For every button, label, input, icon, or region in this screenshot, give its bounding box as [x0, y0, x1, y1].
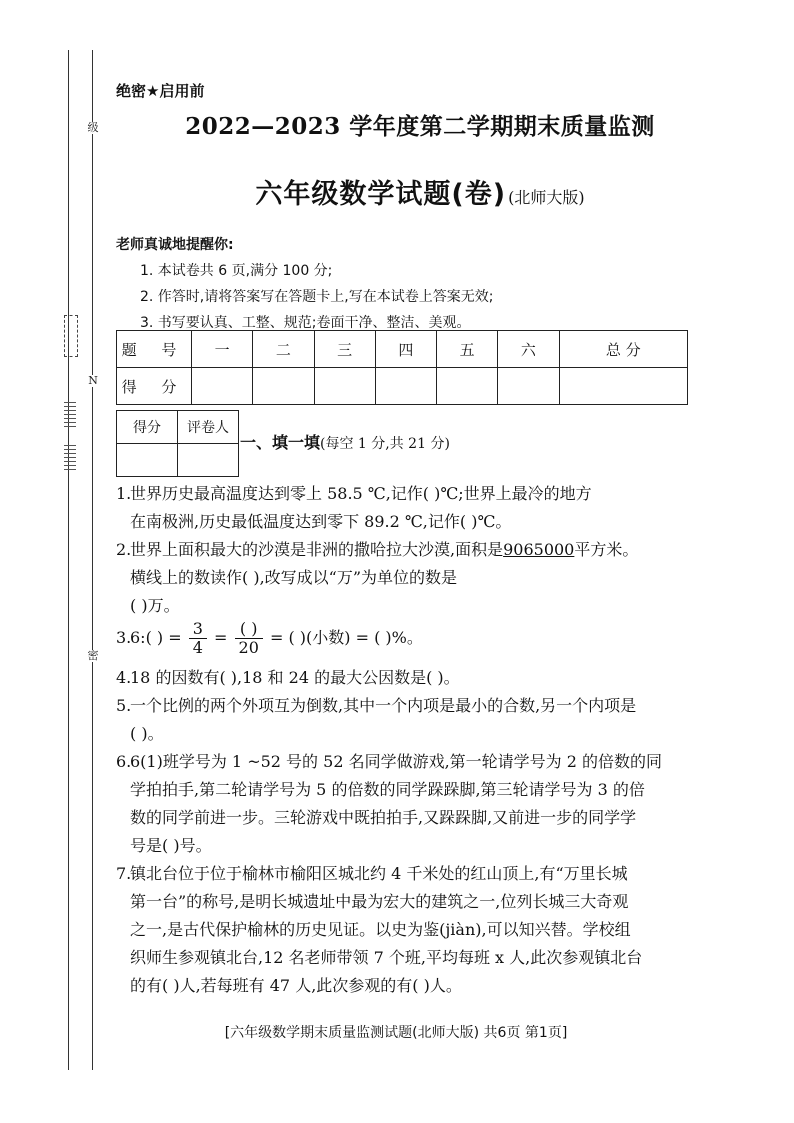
score-row-label: 得 分: [117, 368, 192, 405]
grader-score-cell: [117, 444, 178, 477]
question-number: 3.: [116, 628, 132, 647]
question-text: 之一,是古代保护榆林的历史见证。以史为鉴(jiàn),可以知兴替。学校组: [130, 920, 631, 939]
question-number: 6.: [116, 752, 132, 771]
question-number: 2.: [116, 540, 132, 559]
question-text: 一个比例的两个外项互为倒数,其中一个内项是最小的合数,另一个内项是: [130, 696, 637, 715]
page-footer: [六年级数学期末质量监测试题(北师大版) 共6页 第1页]: [224, 1025, 568, 1041]
score-header-cell: 二: [253, 331, 314, 368]
grader-reviewer-cell: [178, 444, 239, 477]
edition-label: (北师大版): [508, 188, 585, 207]
binding-mark-mid: N: [86, 375, 100, 387]
notice-block: [116, 232, 493, 336]
notice-item: 2. 作答时,请将答案写在答题卡上,写在本试卷上答案无效;: [140, 289, 494, 305]
question-text: 世界上面积最大的沙漠是非洲的撒哈拉大沙漠,面积是: [130, 540, 504, 559]
question-text: 的有( )人,若每班有 47 人,此次参观的有( )人。: [130, 976, 462, 995]
question-number: 4.: [116, 668, 132, 687]
fraction-three-quarters: [189, 620, 207, 657]
question-1: [116, 480, 706, 536]
question-3: [116, 620, 706, 657]
score-cell: [437, 368, 498, 405]
notice-item: 1. 本试卷共 6 页,满分 100 分;: [140, 263, 333, 279]
subject-title: 六年级数学试题(卷): [255, 179, 507, 210]
score-header-cell: 四: [375, 331, 436, 368]
question-6: [116, 748, 706, 860]
section-heading: [240, 430, 450, 453]
score-table-score-row: [117, 368, 688, 405]
question-text: 6:( ) =: [130, 628, 182, 647]
notice-item: 3. 书写要认真、工整、规范;卷面干净、整洁、美观。: [140, 315, 471, 331]
fraction-numerator: 3: [189, 620, 207, 639]
section-note: (每空 1 分,共 21 分): [320, 436, 450, 452]
question-text: ( )万。: [130, 596, 180, 615]
score-cell: [375, 368, 436, 405]
question-number: 5.: [116, 696, 132, 715]
question-5: [116, 692, 706, 748]
question-text: 织师生参观镇北台,12 名老师带领 7 个班,平均每班 x 人,此次参观镇北台: [130, 948, 643, 967]
question-text: ( )。: [130, 724, 164, 743]
notice-heading: 老师真诚地提醒你:: [116, 237, 234, 253]
question-text: 6(1)班学号为 1 ~52 号的 52 名同学做游戏,第一轮请学号为 2 的倍数的同: [130, 752, 663, 771]
score-header-cell: 一: [192, 331, 253, 368]
underlined-number: 9065000: [503, 540, 575, 559]
binding-mark-top: 级: [87, 121, 99, 134]
fraction-denominator: 4: [192, 638, 203, 657]
score-table-header-row: [117, 331, 688, 368]
binding-line: [92, 50, 93, 1070]
binding-box: [64, 315, 78, 357]
question-2: [116, 536, 706, 620]
question-text: 第一台”的称号,是明长城遗址中最为宏大的建筑之一,位列长城三大奇观: [130, 892, 629, 911]
fraction-blank-over-20: [235, 620, 263, 657]
question-text: = ( )(小数) = ( )%。: [269, 628, 423, 647]
question-text: 在南极洲,历史最低温度达到零下 89.2 ℃,记作( )℃。: [130, 512, 512, 531]
score-header-cell: 五: [437, 331, 498, 368]
question-text: 数的同学前进一步。三轮游戏中既拍拍手,又跺跺脚,又前进一步的同学学: [130, 808, 637, 827]
equals-sign: =: [214, 628, 228, 647]
grader-table: [116, 410, 239, 477]
binding-mark-bottom: 密: [87, 649, 99, 662]
section-title: 一、填一填: [240, 433, 321, 452]
secret-label: 绝密★启用前: [116, 82, 205, 100]
score-cell: [314, 368, 375, 405]
question-number: 1.: [116, 484, 132, 503]
score-header-cell: 题 号: [117, 331, 192, 368]
score-cell: [498, 368, 559, 405]
grader-reviewer-label: 评卷人: [178, 411, 239, 444]
exam-subtitle: [110, 172, 730, 211]
binding-margin: [62, 50, 102, 1070]
question-text: 世界历史最高温度达到零上 58.5 ℃,记作( )℃;世界上最冷的地方: [130, 484, 592, 503]
question-text: 18 的因数有( ),18 和 24 的最大公因数是( )。: [130, 668, 460, 687]
score-table: [116, 330, 688, 405]
grader-score-label: 得分: [117, 411, 178, 444]
question-text: 平方米。: [574, 540, 639, 559]
question-4: [116, 664, 706, 692]
score-header-cell: 六: [498, 331, 559, 368]
fraction-denominator: 20: [238, 638, 259, 657]
exam-title: 2022—2023 学年度第二学期期末质量监测: [185, 113, 655, 140]
binding-line: [68, 50, 69, 1070]
fraction-numerator: ( ): [235, 620, 263, 639]
score-cell: [559, 368, 688, 405]
binding-ticks: [64, 402, 76, 430]
question-text: 镇北台位于位于榆林市榆阳区城北约 4 千米处的红山顶上,有“万里长城: [130, 864, 628, 883]
score-cell: [253, 368, 314, 405]
score-header-cell: 总 分: [559, 331, 688, 368]
question-text: 横线上的数读作( ),改写成以“万”为单位的数是: [130, 568, 458, 587]
question-number: 7.: [116, 864, 132, 883]
question-7: [116, 860, 706, 1000]
binding-ticks: [64, 445, 76, 473]
score-header-cell: 三: [314, 331, 375, 368]
question-text: 学拍拍手,第二轮请学号为 5 的倍数的同学跺跺脚,第三轮请学号为 3 的倍: [130, 780, 645, 799]
score-cell: [192, 368, 253, 405]
question-text: 号是( )号。: [130, 836, 212, 855]
